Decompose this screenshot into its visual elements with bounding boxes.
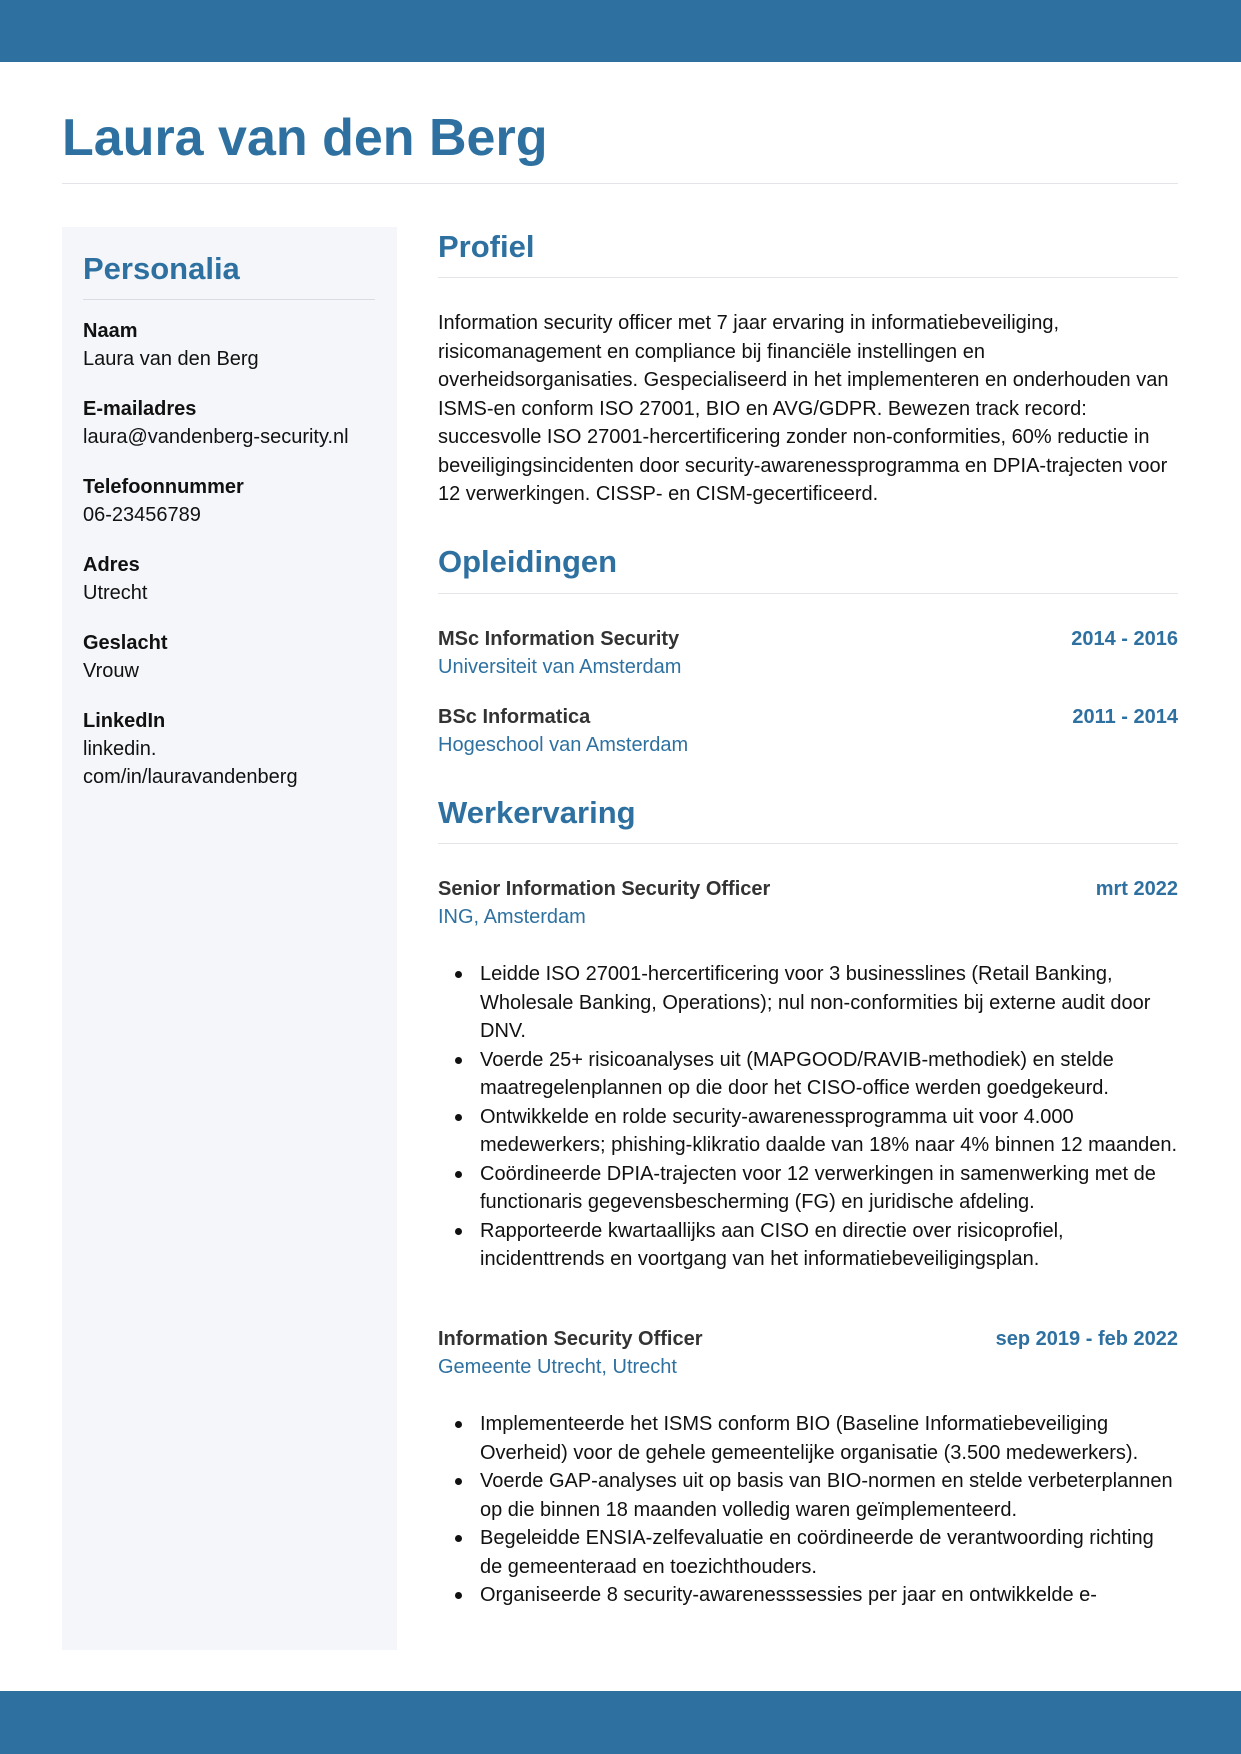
experience-entry [438,875,1178,931]
personalia-value: Utrecht [83,582,148,604]
education-degree: BSc Informatica [438,706,591,728]
experience-role: Senior Information Security Officer [438,878,771,900]
experience-bullet: Voerde GAP-analyses uit op basis van BIO-normen en stelde verbeterplannen op die binnen 18 maanden volledig waren geïmplementeerd. [480,1467,1178,1524]
experience-bullet: Voerde 25+ risicoanalyses uit (MAPGOOD/RAVIB-methodiek) en stelde maatregelenplannen op die door het CISO-office werden goedgekeurd. [480,1046,1178,1103]
experience-divider [438,843,1178,844]
personalia-label: E-mailadres [83,398,197,420]
personalia-item-naam [83,317,378,373]
personalia-divider [83,299,375,300]
experience-bullet: Organiseerde 8 security-awarenesssessies per jaar en ontwikkelde e- [480,1581,1178,1610]
candidate-name: Laura van den Berg [62,109,548,167]
experience-role: Information Security Officer [438,1328,703,1350]
education-period: 2011 - 2014 [1072,706,1178,728]
personalia-label: LinkedIn [83,710,166,732]
education-entry [438,703,1178,759]
experience-bullets [438,960,1178,1274]
education-institution: Universiteit van Amsterdam [438,656,682,678]
education-divider [438,593,1178,594]
personalia-item-telefoon [83,473,378,529]
personalia-item-linkedin [83,707,378,791]
experience-heading: Werkervaring [438,795,636,830]
experience-bullets [438,1410,1178,1610]
title-divider [62,183,1178,184]
profile-divider [438,277,1178,278]
personalia-value: laura@vandenberg-security.nl [83,426,349,448]
experience-period: mrt 2022 [1095,878,1178,900]
profile-text: Information security officer met 7 jaar ervaring in informatiebeveiliging, risicomanagement en compliance bij financiële instellingen en overheidsorganisaties. Gespecialiseerd in het implementeren en onderhouden van ISMS-en conform ISO 27001, BIO en AVG/GDPR. Bewezen track record: succesvolle ISO 27001-hercertificering zonder non-conformities, 60% reductie in beveiligingsincidenten door security-awarenessprogramma en DPIA-trajecten voor 12 verwerkingen. CISSP- en CISM-gecertificeerd. [438,312,1169,505]
experience-entry [438,1325,1178,1381]
personalia-label: Adres [83,554,140,576]
personalia-item-geslacht [83,629,378,685]
experience-bullet: Begeleidde ENSIA-zelfevaluatie en coördineerde de verantwoording richting de gemeenteraad en toezichthouders. [480,1524,1178,1581]
experience-employer: ING, Amsterdam [438,906,586,928]
experience-bullet: Coördineerde DPIA-trajecten voor 12 verwerkingen in samenwerking met de functionaris gegevensbescherming (FG) en juridische afdeling. [480,1160,1178,1217]
personalia-sidebar [62,227,397,1650]
personalia-value: Laura van den Berg [83,348,259,370]
personalia-item-adres [83,551,378,607]
education-degree: MSc Information Security [438,628,680,650]
bottom-accent-bar [0,1691,1241,1754]
profile-heading: Profiel [438,229,535,264]
personalia-value: 06-23456789 [83,504,201,526]
personalia-heading: Personalia [83,251,240,286]
experience-bullet: Ontwikkelde en rolde security-awarenessprogramma uit voor 4.000 medewerkers; phishing-klikratio daalde van 18% naar 4% binnen 12 maanden. [480,1103,1178,1160]
top-accent-bar [0,0,1241,62]
experience-bullet: Implementeerde het ISMS conform BIO (Baseline Informatiebeveiliging Overheid) voor de gehele gemeentelijke organisatie (3.500 medewerkers). [480,1410,1178,1467]
education-institution: Hogeschool van Amsterdam [438,734,689,756]
experience-period: sep 2019 - feb 2022 [995,1328,1178,1350]
personalia-label: Naam [83,320,138,342]
personalia-label: Geslacht [83,632,168,654]
personalia-value: Vrouw [83,660,139,682]
linkedin-value-line2: com/in/lauravandenberg [83,766,298,788]
personalia-label: Telefoonnummer [83,476,244,498]
experience-bullet: Rapporteerde kwartaallijks aan CISO en directie over risicoprofiel, incidenttrends en voortgang van het informatiebeveiligingsplan. [480,1217,1178,1274]
experience-employer: Gemeente Utrecht, Utrecht [438,1356,677,1378]
education-entry [438,625,1178,681]
education-period: 2014 - 2016 [1071,628,1178,650]
personalia-item-email [83,395,378,451]
education-heading: Opleidingen [438,544,618,579]
experience-bullet: Leidde ISO 27001-hercertificering voor 3 businesslines (Retail Banking, Wholesale Banking, Operations); nul non-conformities bij externe audit door DNV. [480,960,1178,1046]
linkedin-value-line1: linkedin. [83,738,157,760]
